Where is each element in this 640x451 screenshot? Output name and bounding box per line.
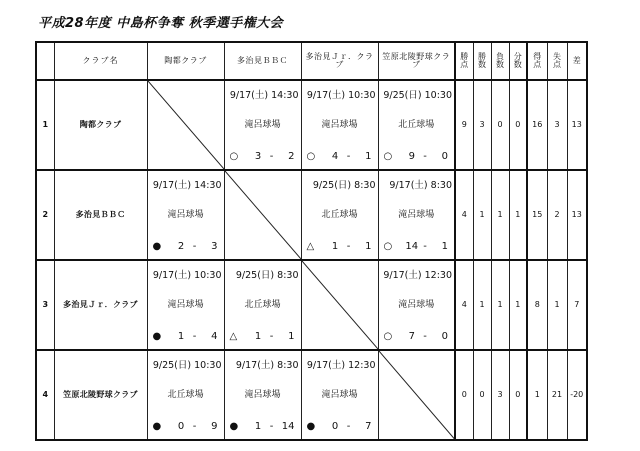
team-stat: 3 [547, 80, 567, 170]
match-cell [224, 80, 301, 170]
team-stat: 7 [567, 260, 587, 350]
team-stat: 16 [527, 80, 547, 170]
score-separator: - [346, 421, 351, 432]
score-own: 0 [331, 421, 339, 432]
result-mark: ● [152, 241, 162, 252]
score-own: 7 [408, 331, 415, 342]
score-separator: - [192, 331, 197, 342]
team-stat: 1 [491, 170, 509, 260]
score-separator: - [192, 241, 197, 252]
stat-header-label: 得 点 [533, 52, 542, 69]
score-separator: - [269, 331, 274, 342]
result-mark: ○ [383, 241, 393, 252]
header-opponent: 笠原北陵野球クラブ [378, 42, 455, 80]
score-own: 1 [254, 421, 262, 432]
team-number: 2 [36, 170, 54, 260]
stat-header-label: 差 [572, 56, 581, 65]
team-number: 3 [36, 260, 54, 350]
match-cell [378, 170, 455, 260]
team-stat: 1 [491, 260, 509, 350]
self-match-diagonal [301, 260, 378, 350]
score-opponent: 1 [441, 241, 448, 252]
team-stat: 9 [455, 80, 473, 170]
self-match-diagonal [378, 350, 455, 440]
match-date: 9/17(土) 14:30 [152, 180, 222, 191]
stat-header-label: 負 数 [496, 52, 504, 69]
team-club-name: 多治見Ｊｒ．クラブ [54, 260, 147, 350]
team-stat: 0 [491, 80, 509, 170]
header-opponent: 陶都クラブ [147, 42, 224, 80]
score-own: 4 [331, 151, 339, 162]
match-score [230, 422, 295, 432]
score-opponent: 4 [211, 331, 218, 342]
self-match-diagonal [147, 80, 224, 170]
score-opponent: 0 [441, 331, 448, 342]
match-score [384, 152, 449, 162]
match-venue: 滝呂球場 [244, 120, 281, 130]
team-club-name: 笠原北陵野球クラブ [54, 350, 147, 440]
result-mark: ○ [229, 151, 239, 162]
header-stat-runs-against [547, 42, 567, 80]
match-date: 9/17(土) 14:30 [229, 90, 299, 101]
team-stat: 3 [491, 350, 509, 440]
team-stat: 3 [473, 80, 491, 170]
self-match-diagonal [224, 170, 301, 260]
match-score [307, 242, 372, 252]
match-venue: 滝呂球場 [321, 120, 358, 130]
match-date: 9/17(土) 10:30 [306, 90, 376, 101]
team-stat: 0 [509, 350, 527, 440]
result-mark: ● [152, 421, 162, 432]
team-stat: 21 [547, 350, 567, 440]
score-separator: - [423, 331, 427, 342]
team-stat: 0 [455, 350, 473, 440]
result-mark: ● [152, 331, 162, 342]
match-score [230, 332, 295, 342]
stat-header-label: 失 点 [553, 52, 561, 69]
score-opponent: 0 [441, 151, 448, 162]
result-mark: ○ [383, 331, 393, 342]
match-venue: 滝呂球場 [398, 210, 435, 220]
score-separator: - [346, 241, 351, 252]
match-score [230, 152, 295, 162]
match-venue: 滝呂球場 [398, 300, 435, 310]
match-venue: 北丘球場 [167, 390, 204, 400]
match-venue: 北丘球場 [398, 120, 435, 130]
match-score [384, 242, 449, 252]
score-opponent: 1 [365, 241, 372, 252]
header-opponent: 多治見Ｊｒ．クラブ [301, 42, 378, 80]
match-score [384, 332, 449, 342]
match-score [307, 152, 372, 162]
match-cell [147, 170, 224, 260]
result-mark: ○ [383, 151, 393, 162]
match-date: 9/25(日) 10:30 [152, 360, 222, 371]
team-stat: 1 [473, 260, 491, 350]
header-stat-kachiten [455, 42, 473, 80]
match-venue: 北丘球場 [244, 300, 281, 310]
match-cell [378, 260, 455, 350]
team-stat: 4 [455, 260, 473, 350]
match-date: 9/17(土) 8:30 [235, 360, 299, 371]
match-cell [301, 80, 378, 170]
match-date: 9/25(日) 10:30 [383, 90, 452, 101]
team-stat: 4 [455, 170, 473, 260]
header-stat-losses [491, 42, 509, 80]
match-date: 9/25(日) 8:30 [235, 270, 299, 281]
match-date: 9/17(土) 10:30 [152, 270, 222, 281]
team-stat: 1 [473, 170, 491, 260]
team-stat: 2 [547, 170, 567, 260]
score-opponent: 1 [288, 331, 295, 342]
score-opponent: 3 [211, 241, 218, 252]
result-mark: ○ [306, 151, 316, 162]
score-own: 1 [331, 241, 339, 252]
team-stat: 1 [527, 350, 547, 440]
team-stat: 8 [527, 260, 547, 350]
stat-header-label: 勝 数 [478, 52, 486, 69]
score-own: 1 [177, 331, 185, 342]
score-separator: - [346, 151, 351, 162]
match-venue: 北丘球場 [321, 210, 358, 220]
match-score [153, 422, 218, 432]
match-date: 9/17(土) 12:30 [306, 360, 376, 371]
header-opponent: 多治見ＢＢＣ [224, 42, 301, 80]
score-opponent: 9 [211, 421, 218, 432]
match-date: 9/25(日) 8:30 [312, 180, 376, 191]
header-stat-wins [473, 42, 491, 80]
match-cell [301, 170, 378, 260]
standings-table [35, 41, 588, 441]
result-mark: ● [229, 421, 239, 432]
team-stat: 1 [509, 260, 527, 350]
match-cell [224, 260, 301, 350]
match-venue: 滝呂球場 [244, 390, 281, 400]
match-cell [147, 260, 224, 350]
score-separator: - [423, 151, 427, 162]
team-row [36, 80, 587, 170]
team-stat: 0 [473, 350, 491, 440]
score-separator: - [192, 421, 197, 432]
team-number: 1 [36, 80, 54, 170]
header-stat-runs-for [527, 42, 547, 80]
score-opponent: 14 [281, 421, 295, 432]
team-club-name: 陶都クラブ [54, 80, 147, 170]
match-score [307, 422, 372, 432]
team-club-name: 多治見ＢＢＣ [54, 170, 147, 260]
match-score [153, 332, 218, 342]
result-mark: ● [306, 421, 316, 432]
score-opponent: 2 [288, 151, 295, 162]
header-stat-draws [509, 42, 527, 80]
match-cell [301, 350, 378, 440]
team-number: 4 [36, 350, 54, 440]
match-venue: 滝呂球場 [167, 300, 204, 310]
score-separator: - [269, 421, 274, 432]
result-mark: △ [306, 241, 315, 252]
match-venue: 滝呂球場 [167, 210, 204, 220]
match-score [153, 242, 218, 252]
score-own: 1 [254, 331, 262, 342]
match-venue: 滝呂球場 [321, 390, 358, 400]
score-own: 14 [405, 241, 419, 252]
team-stat: 15 [527, 170, 547, 260]
score-separator: - [423, 241, 427, 252]
score-own: 9 [408, 151, 415, 162]
team-row [36, 350, 587, 440]
match-cell [224, 350, 301, 440]
header-row [36, 42, 587, 80]
team-stat: 1 [509, 170, 527, 260]
result-mark: △ [229, 331, 238, 342]
stat-header-label: 勝 点 [460, 52, 469, 69]
score-own: 3 [254, 151, 262, 162]
score-separator: - [269, 151, 274, 162]
match-cell [378, 80, 455, 170]
team-stat: 1 [547, 260, 567, 350]
team-stat: 13 [567, 170, 587, 260]
score-opponent: 1 [365, 151, 372, 162]
team-stat: -20 [567, 350, 587, 440]
team-stat: 0 [509, 80, 527, 170]
score-own: 2 [177, 241, 185, 252]
score-own: 0 [177, 421, 185, 432]
team-row [36, 170, 587, 260]
score-opponent: 7 [365, 421, 372, 432]
stat-header-label: 分 数 [513, 52, 522, 69]
header-club-name: クラブ名 [54, 42, 147, 80]
match-date: 9/17(土) 12:30 [383, 270, 452, 281]
match-date: 9/17(土) 8:30 [389, 180, 452, 191]
header-stat-difference [567, 42, 587, 80]
page-title: 平成28年度 中島杯争奪 秋季選手権大会 [38, 16, 284, 31]
team-row [36, 260, 587, 350]
match-cell [147, 350, 224, 440]
header-number-cell [36, 42, 54, 80]
team-stat: 13 [567, 80, 587, 170]
